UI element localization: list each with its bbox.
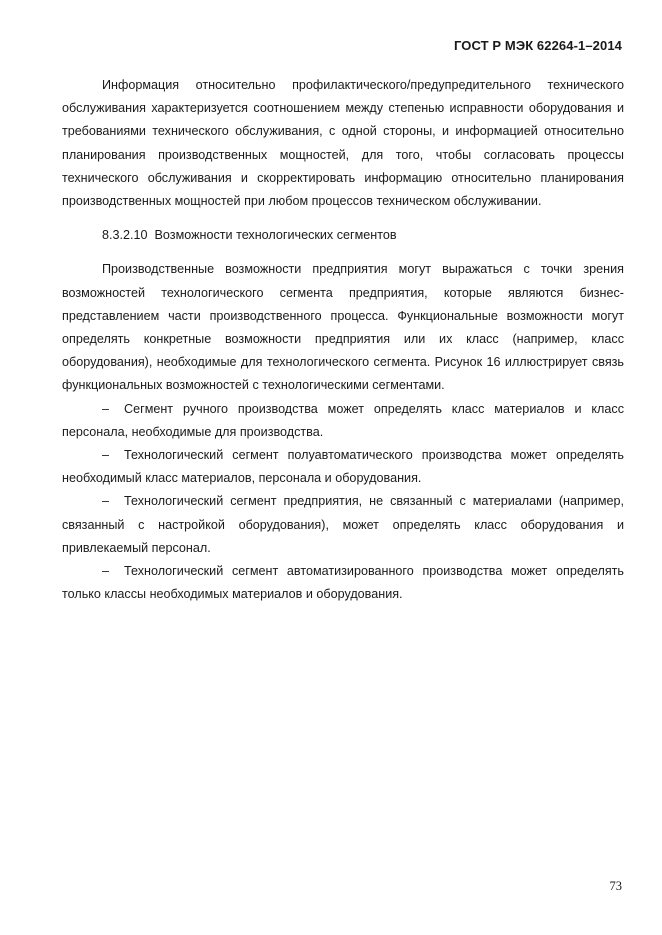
section-number: 8.3.2.10 <box>102 228 148 243</box>
list-item <box>62 398 624 444</box>
list-item-text: Технологический сегмент предприятия, не связанный с материалами (например, связанный с настройкой оборудования), может определять класс оборудования и привлекаемый персонал. <box>62 494 624 555</box>
list-item-text: Сегмент ручного производства может определять класс материалов и класс персонала, необходимые для производства. <box>62 401 624 439</box>
section-heading <box>62 224 624 247</box>
document-header: ГОСТ Р МЭК 62264-1–2014 <box>454 38 622 53</box>
page-content <box>62 74 624 606</box>
dash-marker: – <box>102 564 110 579</box>
dash-marker: – <box>102 448 110 463</box>
paragraph-capabilities: Производственные возможности предприятия могут выражаться с точки зрения возможностей технологического сегмента предприятия, которые являются бизнес-представлением части производственного процесса. Функциональные возможности могут определять конкретные возможности предприятия или их класс (например, класс оборудования), необходимые для технологического сегмента. Рисунок 16 иллюстрирует связь функциональных возможностей с технологическими сегментами. <box>62 262 624 393</box>
section-title: Возможности технологических сегментов <box>154 228 397 243</box>
list-item <box>62 444 624 490</box>
dash-marker: – <box>102 401 110 416</box>
paragraph-maintenance-info: Информация относительно профилактического/предупредительного технического обслуживания характеризуется соотношением между степенью исправности оборудования и требованиями технического обслуживания, с одной стороны, и информацией относительно планирования производственных мощностей, для того, чтобы согласовать процессы технического обслуживания и скорректировать информацию относительно планирования производственных мощностей при любом процессов техническом обслуживании. <box>62 78 624 209</box>
page-number: 73 <box>609 879 622 893</box>
list-item <box>62 560 624 606</box>
list-item-text: Технологический сегмент автоматизированного производства может определять только классы необходимых материалов и оборудования. <box>62 564 624 602</box>
list-item <box>62 490 624 560</box>
list-item-text: Технологический сегмент полуавтоматического производства может определять необходимый класс материалов, персонала и оборудования. <box>62 448 624 486</box>
dash-marker: – <box>102 494 110 509</box>
